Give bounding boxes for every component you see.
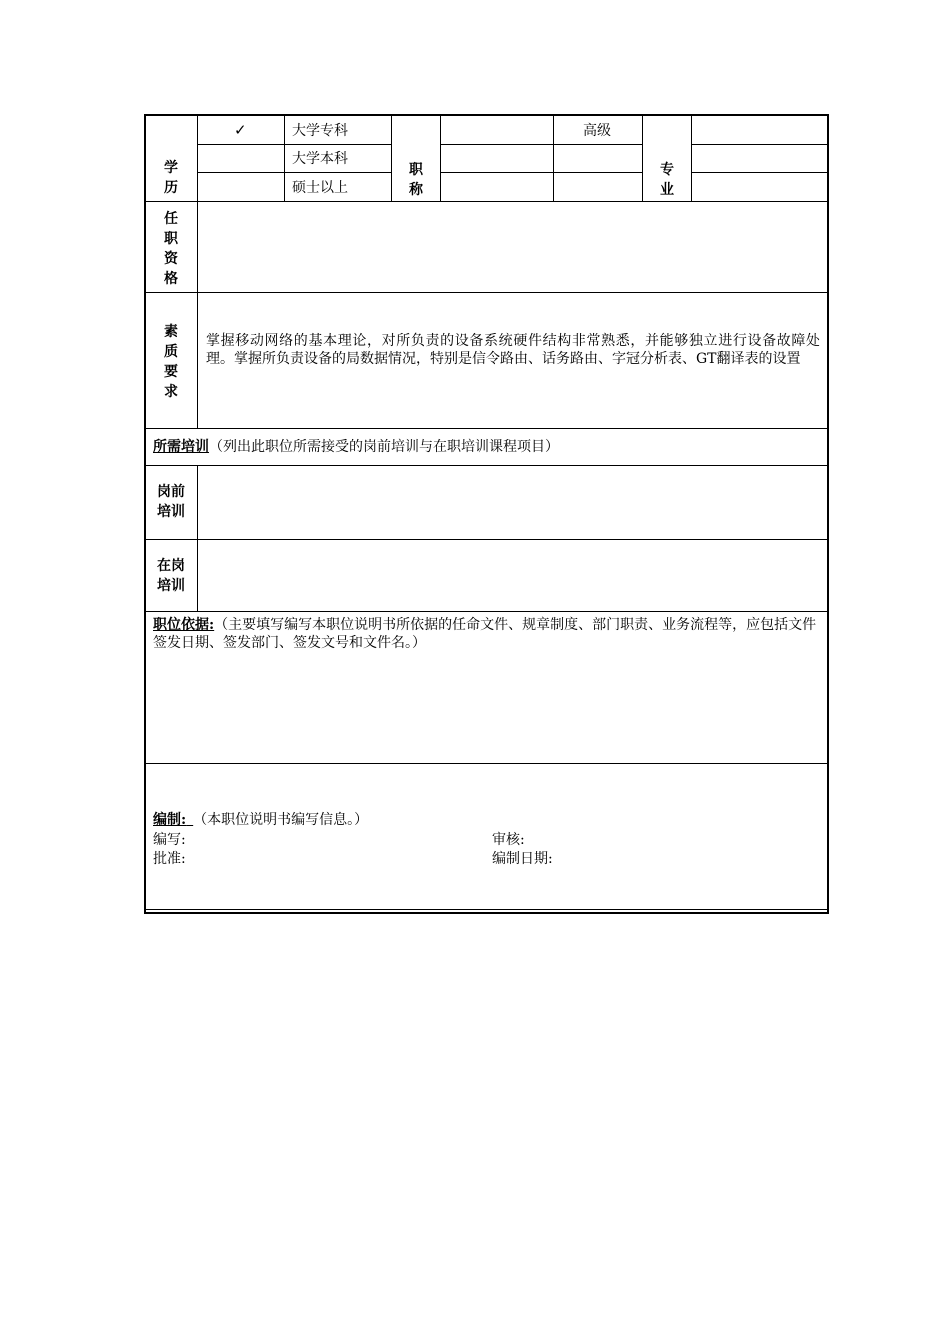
education-level-3: 硕士以上 [292,180,348,196]
row-line-after-basis [146,763,827,764]
check-icon: ✓ [234,121,247,139]
row-line-bottom-inner [146,909,827,910]
qualification-label: 任职资格 [164,211,178,287]
title-level-1: 高级 [583,123,611,139]
compile-heading: 编制: [153,812,187,828]
education-label: 学历 [164,160,178,196]
row-line-after-pre [146,539,827,540]
row-line-title-1 [441,144,643,145]
row-line-after-training-head [146,465,827,466]
quality-label: 素质要求 [164,324,178,400]
row-line-edu-1 [198,144,392,145]
major-label: 专业 [660,162,674,198]
row-line-major-2 [692,172,827,173]
col-line-label [197,116,198,201]
col-line-title-end [642,116,643,201]
basis-note: （主要填写编写本职位说明书所依据的任命文件、规章制度、部门职责、业务流程等，应包括文件签发日期、签发部门、签发文号和文件名。） [153,617,817,651]
col-line-label-train [197,465,198,611]
compile-heading-line [153,811,368,829]
row-line-after-on [146,611,827,612]
position-description-form [144,114,829,914]
row-line-title-2 [441,172,643,173]
training-heading [153,438,559,456]
approver-label: 批准: [153,851,186,867]
row-line-edu-2 [198,172,392,173]
col-line-major-label [691,116,692,201]
date-label: 编制日期: [492,851,553,867]
on-training-label: 在岗培训 [157,558,185,594]
training-heading-title: 所需培训 [153,439,209,455]
row-line-after-edu [146,201,827,202]
row-line-after-quality [146,428,827,429]
title-label: 职称 [409,162,423,198]
col-line-title-mid [553,116,554,201]
col-line-title-label [440,116,441,201]
basis-block [153,616,821,652]
compile-note: （本职位说明书编写信息。） [193,812,369,828]
pre-training-label: 岗前培训 [157,484,185,520]
row-line-after-qual [146,292,827,293]
education-level-1: 大学专科 [292,123,348,139]
col-line-label-qual [197,201,198,428]
row-line-major-1 [692,144,827,145]
quality-content: 掌握移动网络的基本理论，对所负责的设备系统硬件结构非常熟悉，并能够独立进行设备故障处理。掌握所负责设备的局数据情况，特别是信令路由、话务路由、字冠分析表、GT翻译表的设置 [206,333,820,367]
reviewer-label: 审核: [492,832,525,848]
education-level-2: 大学本科 [292,151,348,167]
col-line-check [284,116,285,201]
basis-heading: 职位依据: [153,617,215,633]
col-line-edu-end [391,116,392,201]
writer-label: 编写: [153,832,186,848]
training-heading-note: （列出此职位所需接受的岗前培训与在职培训课程项目） [209,439,559,455]
